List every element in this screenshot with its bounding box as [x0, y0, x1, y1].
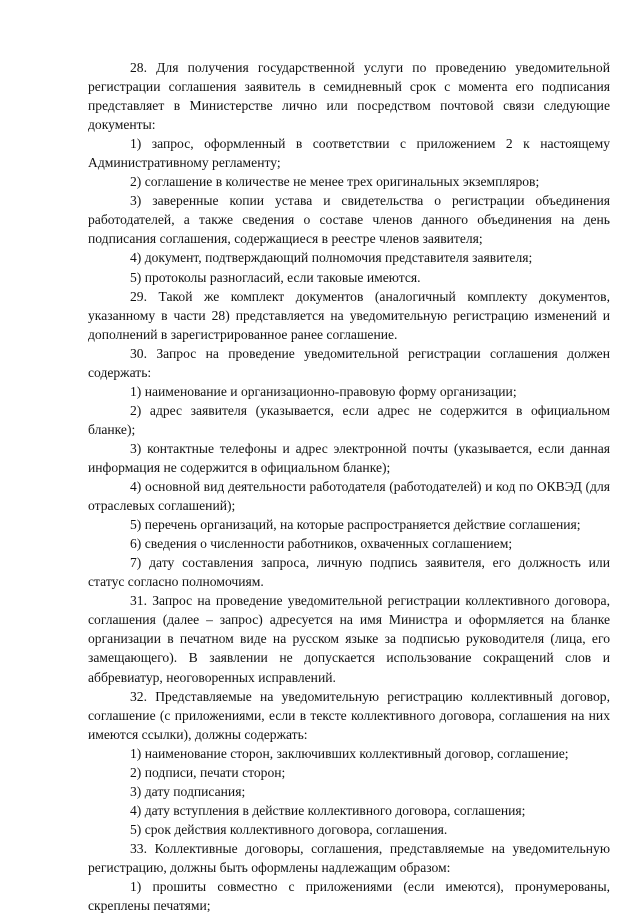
list-item-32-3: 3) дату подписания; — [130, 783, 246, 799]
list-item-28-3: 3) заверенные копии устава и свидетельства о регистрации объединения работодателей, а также сведения о составе членов данного объединения на день подписания соглашения, содержащиеся в реестре членов заявителя; — [88, 193, 610, 247]
list-item-33-1: 1) прошиты совместно с приложениями (если имеются), пронумерованы, скреплены печатями; — [88, 879, 610, 914]
list-item-32-1: 1) наименование сторон, заключивших коллективный договор, соглашение; — [130, 745, 569, 761]
list-item-28-1: 1) запрос, оформленный в соответствии с приложением 2 к настоящему Административному регламенту; — [88, 136, 610, 171]
list-item-30-5: 5) перечень организаций, на которые распространяется действие соглашения; — [130, 517, 581, 533]
paragraph-30: 30. Запрос на проведение уведомительной регистрации соглашения должен содержать: — [88, 345, 610, 380]
document-body — [88, 58, 610, 915]
paragraph-32: 32. Представляемые на уведомительную регистрацию коллективный договор, соглашение (с приложениями, если в тексте коллективного договора, соглашения на них имеются ссылки), должны содержать: — [88, 688, 610, 742]
paragraph-33: 33. Коллективные договоры, соглашения, представляемые на уведомительную регистрацию, должны быть оформлены надлежащим образом: — [88, 840, 610, 875]
paragraph-31: 31. Запрос на проведение уведомительной регистрации коллективного договора, соглашения (далее – запрос) адресуется на имя Министра и оформляется на бланке организации в печатном виде на русском языке за подписью руководителя (лица, его замещающего). В заявлении не допускается использование сокращений слов и аббревиатур, неоговоренных исправлений. — [88, 593, 610, 685]
list-item-32-2: 2) подписи, печати сторон; — [130, 764, 286, 780]
list-item-30-1: 1) наименование и организационно-правовую форму организации; — [130, 383, 517, 399]
list-item-28-2: 2) соглашение в количестве не менее трех оригинальных экземпляров; — [130, 174, 540, 190]
list-item-32-5: 5) срок действия коллективного договора, соглашения. — [130, 821, 448, 837]
list-item-30-3: 3) контактные телефоны и адрес электронной почты (указывается, если данная информация не содержится в официальном бланке); — [88, 440, 610, 475]
list-item-28-5: 5) протоколы разногласий, если таковые имеются. — [130, 269, 421, 285]
paragraph-28: 28. Для получения государственной услуги по проведению уведомительной регистрации соглашения заявитель в семидневный срок с момента его подписания представляет в Министерстве лично или посредством почтовой связи следующие документы: — [88, 60, 610, 133]
list-item-30-6: 6) сведения о численности работников, охваченных соглашением; — [130, 536, 513, 552]
list-item-30-4: 4) основной вид деятельности работодателя (работодателей) и код по ОКВЭД (для отраслевых соглашений); — [88, 479, 610, 514]
list-item-28-4: 4) документ, подтверждающий полномочия представителя заявителя; — [130, 250, 533, 266]
list-item-30-2: 2) адрес заявителя (указывается, если адрес не содержится в официальном бланке); — [88, 402, 610, 437]
list-item-32-4: 4) дату вступления в действие коллективного договора, соглашения; — [130, 802, 526, 818]
paragraph-29: 29. Такой же комплект документов (аналогичный комплекту документов, указанному в части 28) представляется на уведомительную регистрацию изменений и дополнений в зарегистрированное ранее соглашение. — [88, 288, 610, 342]
list-item-30-7: 7) дату составления запроса, личную подпись заявителя, его должность или статус согласно полномочиям. — [88, 555, 610, 590]
